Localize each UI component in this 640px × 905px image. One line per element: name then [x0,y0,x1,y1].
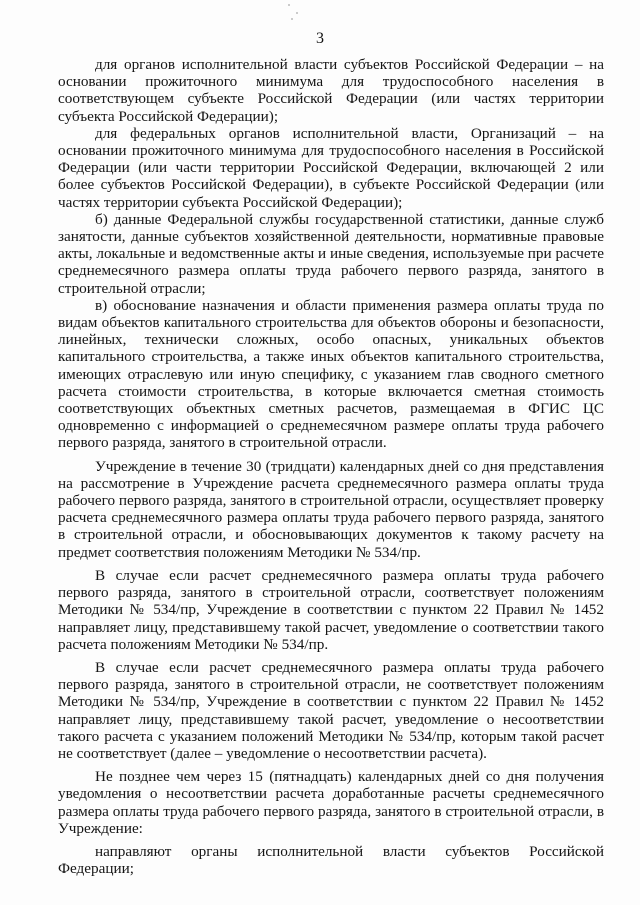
scan-speck [296,12,298,14]
paragraph: В случае если расчет среднемесячного размера оплаты труда рабочего первого разряда, занятого в строительной отрасли, не соответствует положениям Методики № 534/пр, Учреждение в соответствии с пунктом 22 Правил № 1452 направляет лицу, представившему такой расчет, уведомление о несоответствии такого расчета с указанием положений Методики № 534/пр, которым такой расчет не соответствует (далее – уведомление о несоответствии расчета). [58,658,604,762]
page-number: 3 [316,30,324,47]
paragraph: Не позднее чем через 15 (пятнадцать) календарных дней со дня получения уведомления о несоответствии расчета доработанные расчеты среднемесячного размера оплаты труда рабочего первого разряда, занятого в строительной отрасли, в Учреждение: [58,768,604,837]
paragraph: б) данные Федеральной службы государственной статистики, данные служб занятости, данные субъектов хозяйственной деятельности, нормативные правовые акты, локальные и ведомственные акты и иные сведения, используемые при расчете среднемесячного размера оплаты труда рабочего первого разряда, занятого в строительной отрасли; [58,210,604,297]
scan-speck [291,18,293,20]
paragraph: Учреждение в течение 30 (тридцати) календарных дней со дня представления на рассмотрение в Учреждение расчета среднемесячного размера оплаты труда рабочего первого разряда, занятого в строительной отрасли, осуществляет проверку расчета среднемесячного размера оплаты труда рабочего первого разряда, занятого в строительной отрасли, и обосновывающих документов к такому расчету на предмет соответствия положениям Методики № 534/пр. [58,457,604,561]
paragraph: в) обоснование назначения и области применения размера оплаты труда по видам объектов капитального строительства для объектов обороны и безопасности, линейных, технически сложных, особо опасных, уникальных объектов капитального строительства, а также иных объектов капитального строительства, имеющих отраслевую или иную специфику, с указанием глав сводного сметного расчета стоимости строительства, в которые включается сметная стоимость соответствующих объектных сметных расчетов, размещаемая в ФГИС ЦС одновременно с информацией о среднемесячном размере оплаты труда рабочего первого разряда, занятого в строительной отрасли. [58,296,604,452]
paragraph: для федеральных органов исполнительной власти, Организаций – на основании прожиточного минимума для трудоспособного населения в Российской Федерации (или части территории Российской Федерации, включающей 2 или более субъектов Российской Федерации), в субъекте Российской Федерации (или частях территории субъекта Российской Федерации); [58,124,604,211]
paragraph: для органов исполнительной власти субъектов Российской Федерации – на основании прожиточного минимума для трудоспособного населения в соответствующем субъекте Российской Федерации (или частях территории субъекта Российской Федерации); [58,56,604,125]
paragraph: направляют органы исполнительной власти субъектов Российской Федерации; [58,842,604,878]
scan-speck [288,4,290,6]
document-body [58,56,604,877]
paragraph: В случае если расчет среднемесячного размера оплаты труда рабочего первого разряда, занятого в строительной отрасли, соответствует положениям Методики № 534/пр, Учреждение в соответствии с пунктом 22 Правил № 1452 направляет лицу, представившему такой расчет, уведомление о соответствии такого расчета положениям Методики № 534/пр. [58,566,604,653]
